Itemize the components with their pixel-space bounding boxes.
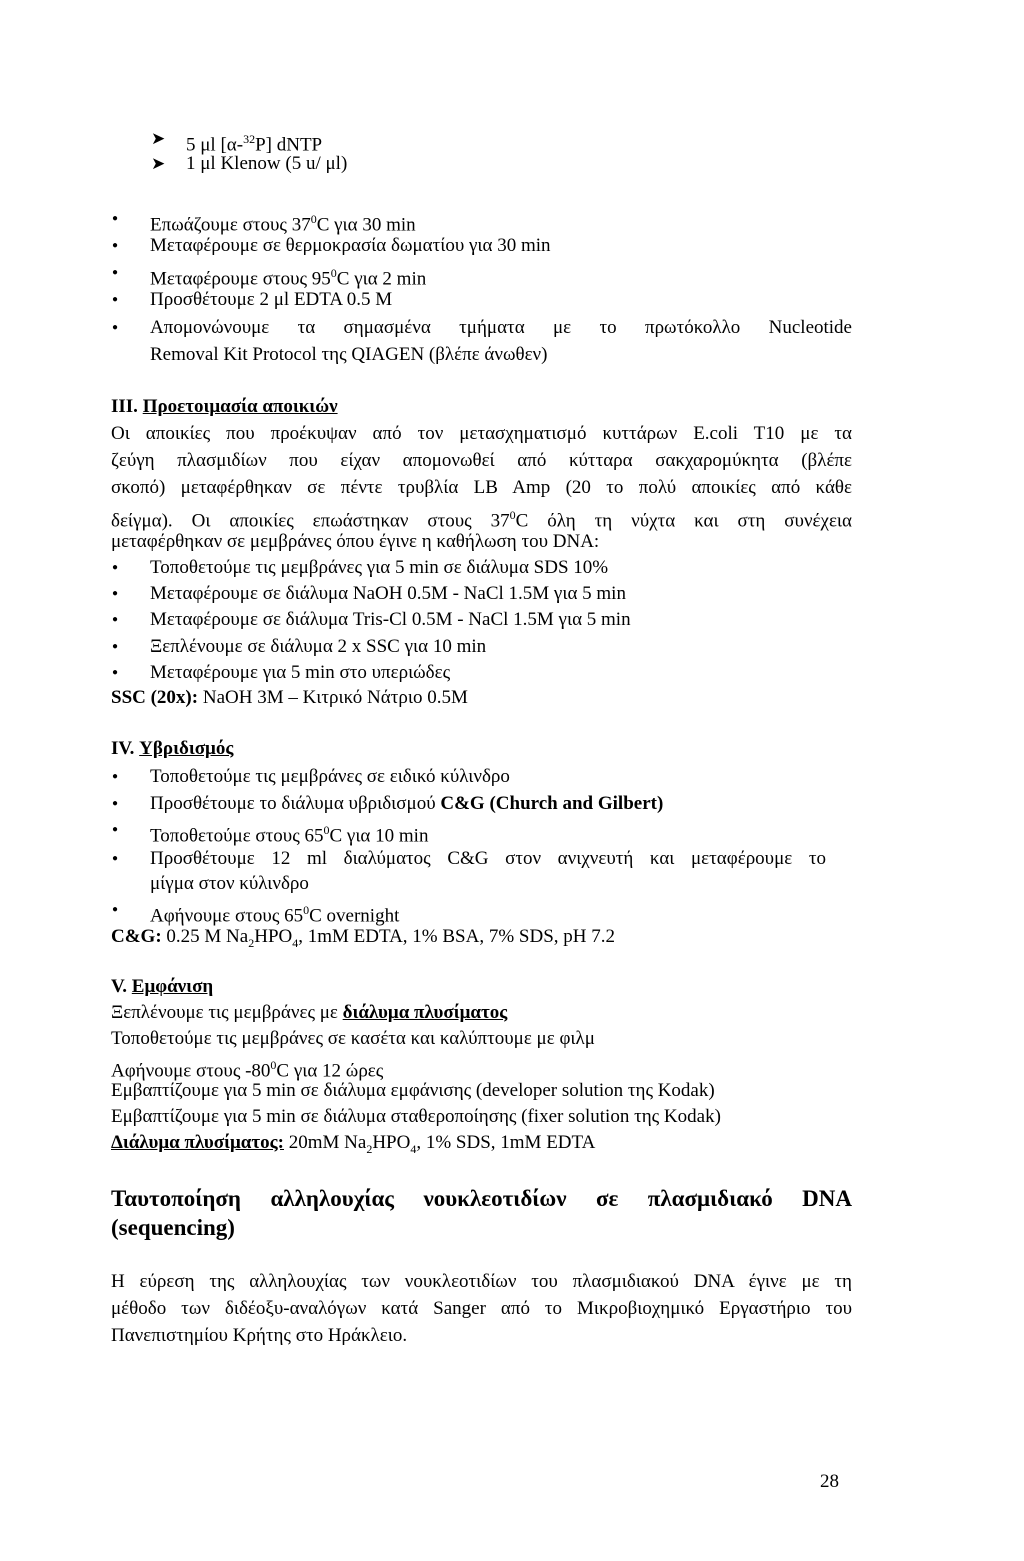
paragraph-line: μεταφέρθηκαν σε μεμβράνες όπου έγινε η καθήλωση του DNA: [111,531,600,552]
procedure-line: Τοποθετούμε τις μεμβράνες σε κασέτα και καλύπτουμε με φιλμ [111,1028,595,1049]
ssc-composition: SSC (20x): NaOH 3M – Κιτρικό Νάτριο 0.5M [111,687,468,708]
list-item: ● Προσθέτουμε 12 ml διαλύματος C&G στον ανιχνευτή και μεταφέρουμε το [150,847,826,871]
cg-composition: C&G: 0.25 M $Na_2HPO_4$, 1mM EDTA, 1% BSA, 7% SDS, pH 7.2 [111,926,615,950]
section-title-continuation: (sequencing) [111,1215,235,1240]
paragraph-line: δείγμα). Οι αποικίες επωάστηκαν στους $37^0C$ όλη τη νύχτα και στη συνέχεια [111,508,852,532]
list-item: ● Ξεπλένουμε σε διάλυμα 2 x SSC για 10 min [150,635,486,659]
list-item: ● Μεταφέρουμε σε διάλυμα Tris-Cl 0.5M - NaCl 1.5M για 5 min [150,608,631,632]
list-item-continuation: Removal Kit Protocol της QIAGEN (βλέπε άνωθεν) [150,344,548,365]
list-item: ● Επωάζουμε στους $37^0C$ για 30 min [150,207,416,237]
paragraph-line: ζεύγη πλασμιδίων που είχαν απομονωθεί από κύτταρα σακχαρομύκητα (βλέπε [111,450,852,471]
paragraph-line: Πανεπιστημίου Κρήτης στο Ηράκλειο. [111,1325,408,1346]
list-item: ● Μεταφέρουμε σε θερμοκρασία δωματίου για 30 min [150,234,551,258]
list-item: ● Τοποθετούμε τις μεμβράνες σε ειδικό κύλινδρο [150,765,510,789]
list-item: ● Αφήνουμε στους $65^0C$ overnight [150,898,399,928]
list-item: ● Τοποθετούμε στους $65^0C$ για 10 min [150,818,428,848]
list-item: ● Απομονώνουμε τα σημασμένα τμήματα με το πρωτόκολλο Nucleotide [150,316,852,340]
list-item-continuation: μίγμα στον κύλινδρο [150,873,309,894]
list-item: ● Μεταφέρουμε στους $95^0C$ για 2 min [150,261,426,291]
list-item: ● Προσθέτουμε 2 μl EDTA 0.5 M [150,288,392,312]
list-item: ● Μεταφέρουμε για 5 min στο υπεριώδες [150,661,450,685]
reagent-item: ➤ 1 μl Klenow (5 u/ μl) [186,152,347,176]
list-item: ● Τοποθετούμε τις μεμβράνες για 5 min σε διάλυμα SDS 10% [150,556,608,580]
section-title: Ταυτοποίηση αλληλουχίας νουκλεοτιδίων σε πλασμιδιακό DNA [111,1186,852,1211]
list-item: ● Μεταφέρουμε σε διάλυμα NaOH 0.5M - NaCl 1.5M για 5 min [150,582,626,606]
paragraph-line: Η εύρεση της αλληλουχίας των νουκλεοτιδίων του πλασμιδιακού DNA έγινε με τη [111,1271,852,1292]
section-heading: IV. Υβριδισμός [111,738,234,759]
page-number: 28 [820,1471,839,1492]
section-heading: III. Προετοιμασία αποικιών [111,396,338,417]
procedure-line: Εμβαπτίζουμε για 5 min σε διάλυμα εμφάνισης (developer solution της Kodak) [111,1080,715,1101]
paragraph-line: μέθοδο των διδέοξυ-αναλόγων κατά Sanger από το Μικροβιοχημικό Εργαστήριο του [111,1298,852,1319]
wash-composition: Διάλυμα πλυσίματος: 20mM $Na_2HPO_4$, 1% SDS, 1mM EDTA [111,1132,596,1156]
section-heading: V. Εμφάνιση [111,976,214,997]
list-item: ● Προσθέτουμε το διάλυμα υβριδισμού C&G (Church and Gilbert) [150,792,663,816]
paragraph-line: σκοπό) μεταφέρθηκαν σε πέντε τρυβλία LB Amp (20 το πολύ αποικίες από κάθε [111,477,852,498]
procedure-line: Αφήνουμε στους $-80^0C$ για 12 ώρες [111,1058,384,1082]
paragraph-line: Οι αποικίες που προέκυψαν από τον μετασχηματισμό κυττάρων E.coli T10 με τα [111,423,852,444]
reagent-item: ➤ 5 μl [α-$^{32}$P] dNTP [186,127,322,157]
procedure-line: Ξεπλένουμε τις μεμβράνες με διάλυμα πλυσίματος [111,1002,508,1023]
procedure-line: Εμβαπτίζουμε για 5 min σε διάλυμα σταθεροποίησης (fixer solution της Kodak) [111,1106,721,1127]
